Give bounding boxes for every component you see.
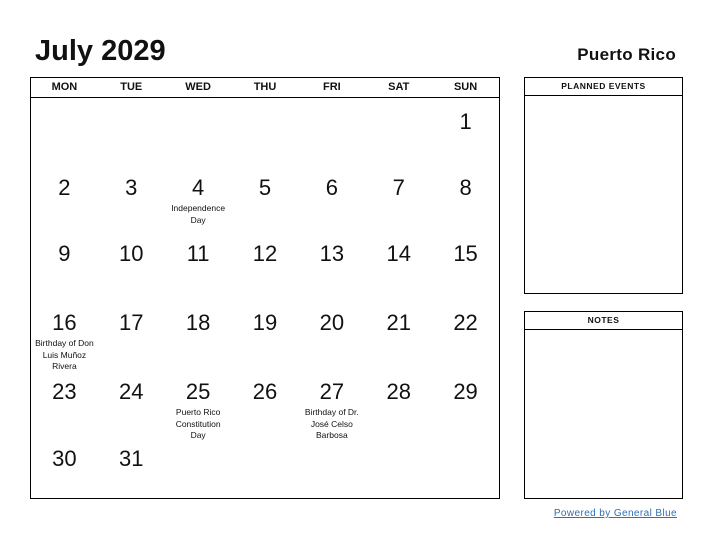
day-cell	[298, 164, 365, 230]
day-cell	[232, 435, 299, 498]
weekday-label: SAT	[388, 81, 410, 93]
planned-events-heading: PLANNED EVENTS	[525, 78, 682, 96]
day-cell	[298, 368, 365, 440]
day-number: 8	[459, 175, 472, 200]
day-number: 22	[453, 310, 478, 335]
day-cell	[232, 98, 299, 164]
day-number: 23	[52, 379, 77, 404]
day-cell	[232, 230, 299, 299]
day-cell	[365, 368, 432, 435]
day-cell	[98, 368, 165, 435]
notes-panel	[524, 311, 683, 499]
day-number: 30	[52, 446, 77, 471]
day-cell	[98, 98, 165, 164]
day-number: 29	[453, 379, 478, 404]
planned-events-panel	[524, 77, 683, 294]
day-cell	[31, 435, 98, 498]
day-cell	[98, 230, 165, 299]
day-cell	[432, 299, 499, 368]
day-number: 31	[119, 446, 144, 471]
day-cell	[298, 230, 365, 299]
day-cell	[298, 435, 365, 498]
day-number: 10	[119, 241, 144, 266]
weekday-label: TUE	[120, 81, 143, 93]
day-cell	[31, 299, 98, 371]
day-cell	[98, 299, 165, 368]
day-number: 4	[192, 175, 205, 200]
weekday-header-row	[31, 78, 499, 98]
day-number: 1	[459, 109, 472, 134]
weekday-label: WED	[185, 81, 211, 93]
day-cell	[365, 435, 432, 498]
calendar-title: July 2029	[35, 35, 166, 67]
weekday-label: FRI	[322, 81, 341, 93]
day-number: 17	[119, 310, 144, 335]
day-cell	[365, 164, 432, 230]
day-cell	[432, 230, 499, 299]
day-cell	[98, 435, 165, 498]
day-number: 9	[58, 241, 71, 266]
day-cell	[165, 98, 232, 164]
day-cell	[298, 98, 365, 164]
day-cell	[165, 164, 232, 230]
day-number: 7	[392, 175, 405, 200]
day-number: 13	[319, 241, 345, 266]
region-name: Puerto Rico	[577, 45, 676, 64]
day-number: 24	[119, 379, 144, 404]
holiday-label: Independence Day	[171, 203, 226, 225]
day-cell	[31, 98, 98, 164]
day-cell	[165, 435, 232, 498]
day-number: 25	[185, 379, 211, 404]
day-number: 3	[125, 175, 138, 200]
day-cell	[31, 368, 98, 435]
day-cell	[432, 98, 499, 164]
day-number: 11	[186, 241, 210, 266]
day-cell	[165, 368, 232, 440]
day-number: 20	[319, 310, 345, 335]
day-cell	[298, 299, 365, 368]
day-cell	[232, 368, 299, 435]
day-number: 15	[453, 241, 478, 266]
day-number: 16	[52, 310, 77, 335]
holiday-label: Birthday of Dr. José Celso Barbosa	[304, 407, 359, 440]
day-cell	[31, 230, 98, 299]
day-cell	[365, 98, 432, 164]
day-cell	[365, 230, 432, 299]
weekday-label: MON	[51, 81, 78, 93]
day-cell	[98, 164, 165, 230]
day-number: 12	[252, 241, 278, 266]
day-number: 19	[252, 310, 278, 335]
powered-by-link[interactable]: Powered by General Blue	[553, 508, 677, 519]
day-number: 26	[252, 379, 278, 404]
day-cell	[165, 299, 232, 368]
day-cell	[365, 299, 432, 368]
day-number: 14	[386, 241, 411, 266]
weekday-label: SUN	[453, 81, 478, 93]
day-cell	[432, 368, 499, 435]
holiday-label: Puerto Rico Constitution Day	[175, 407, 221, 440]
day-cell	[31, 164, 98, 230]
day-cell	[432, 164, 499, 230]
day-number: 21	[386, 310, 411, 335]
day-number: 28	[386, 379, 411, 404]
weekday-label: THU	[253, 81, 277, 93]
notes-heading: NOTES	[525, 312, 682, 330]
day-cell	[432, 435, 499, 498]
day-number: 27	[319, 379, 345, 404]
calendar-body	[31, 98, 499, 498]
day-cell	[232, 164, 299, 230]
day-number: 5	[258, 175, 272, 200]
day-number: 6	[325, 175, 338, 200]
calendar-grid	[30, 77, 500, 499]
day-cell	[165, 230, 232, 299]
holiday-label: Birthday of Don Luis Muñoz Rivera	[35, 338, 94, 371]
day-number: 2	[58, 175, 71, 200]
day-number: 18	[185, 310, 211, 335]
day-cell	[232, 299, 299, 368]
